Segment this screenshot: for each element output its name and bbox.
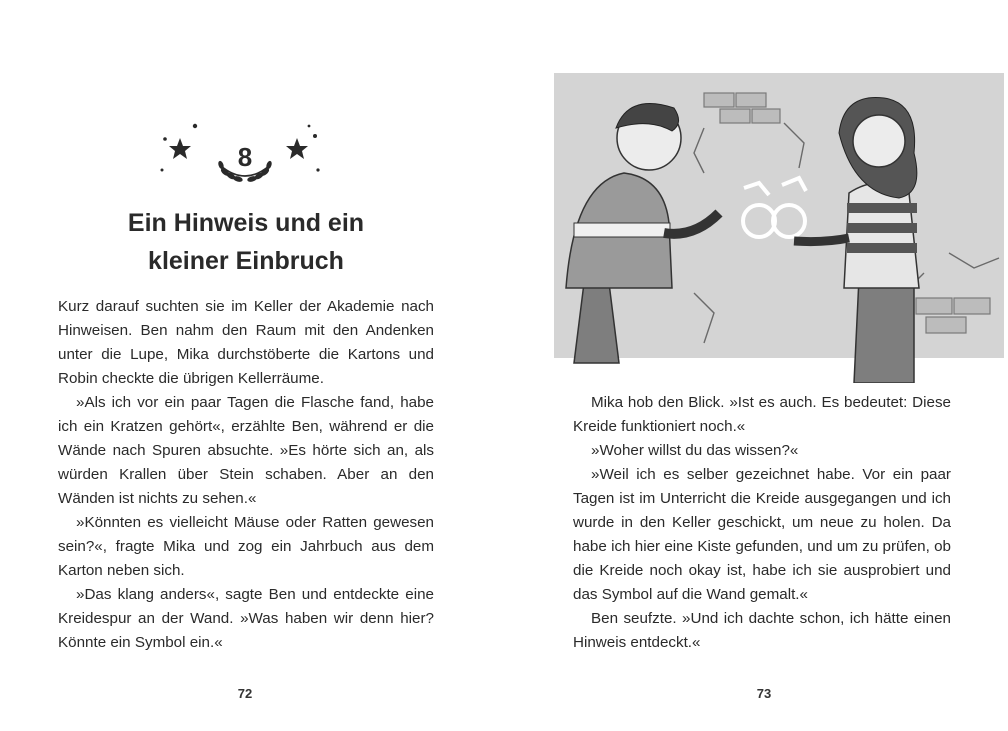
paragraph: Mika hob den Blick. »Ist es auch. Es bedeutet: Diese Kreide funktioniert noch.« [573, 394, 951, 435]
chapter-title [60, 204, 432, 280]
right-page [504, 0, 1008, 731]
chapter-ornament [155, 118, 335, 198]
star-icon [286, 138, 308, 159]
paragraph: Kurz darauf suchten sie im Keller der Akademie nach Hinweisen. Ben nahm den Raum mit den Andenken unter die Lupe, Mika durchstöberte die Kartons und Robin checkte die übrigen Kellerräume. [58, 298, 434, 387]
paragraph: »Als ich vor ein paar Tagen die Flasche fand, habe ich ein Kratzen gehört«, erzählte Ben, während er die Wände nach Spuren absuchte. »Es hörte sich an, als würden Krallen über Stein schaben. Aber an den Wänden ist nichts zu sehen.« [58, 394, 434, 507]
paragraph: »Woher willst du das wissen?« [591, 442, 799, 459]
chapter-title-line-1: Ein Hinweis und ein [127, 209, 365, 237]
illustration [554, 73, 1004, 383]
paragraph: »Könnten es vielleicht Mäuse oder Ratten gewesen sein?«, fragte Mika und zog ein Jahrbuch aus dem Karton neben sich. [58, 514, 434, 579]
small-star-icon [313, 134, 317, 138]
paragraph: »Weil ich es selber gezeichnet habe. Vor ein paar Tagen ist im Unterricht die Kreide ausgegangen und ich wurde in den Keller geschickt, um neue zu holen. Da habe ich hier eine Kiste gefunden, und um zu prüfen, ob die Kreide noch okay ist, habe ich sie ausprobiert und das Symbol auf die Wand gemalt.« [573, 466, 951, 603]
right-body-text [573, 391, 951, 655]
paragraph: Ben seufzte. »Und ich dachte schon, ich hätte einen Hinweis entdeckt.« [573, 610, 951, 651]
small-star-icon [316, 168, 319, 171]
paragraph: »Das klang anders«, sagte Ben und entdeckte eine Kreidespur an der Wand. »Was haben wir denn hier? Könnte ein Symbol ein.« [58, 586, 434, 651]
left-body-text [58, 295, 434, 655]
small-star-icon [161, 169, 164, 172]
small-star-icon [308, 125, 311, 128]
star-icon [169, 138, 191, 159]
page-number-left: 72 [237, 686, 253, 701]
small-star-icon [193, 124, 197, 128]
chapter-number: 8 [237, 142, 253, 172]
page-number-right: 73 [756, 686, 772, 701]
chapter-title-line-2: kleiner Einbruch [148, 247, 344, 275]
small-star-icon [163, 137, 167, 141]
